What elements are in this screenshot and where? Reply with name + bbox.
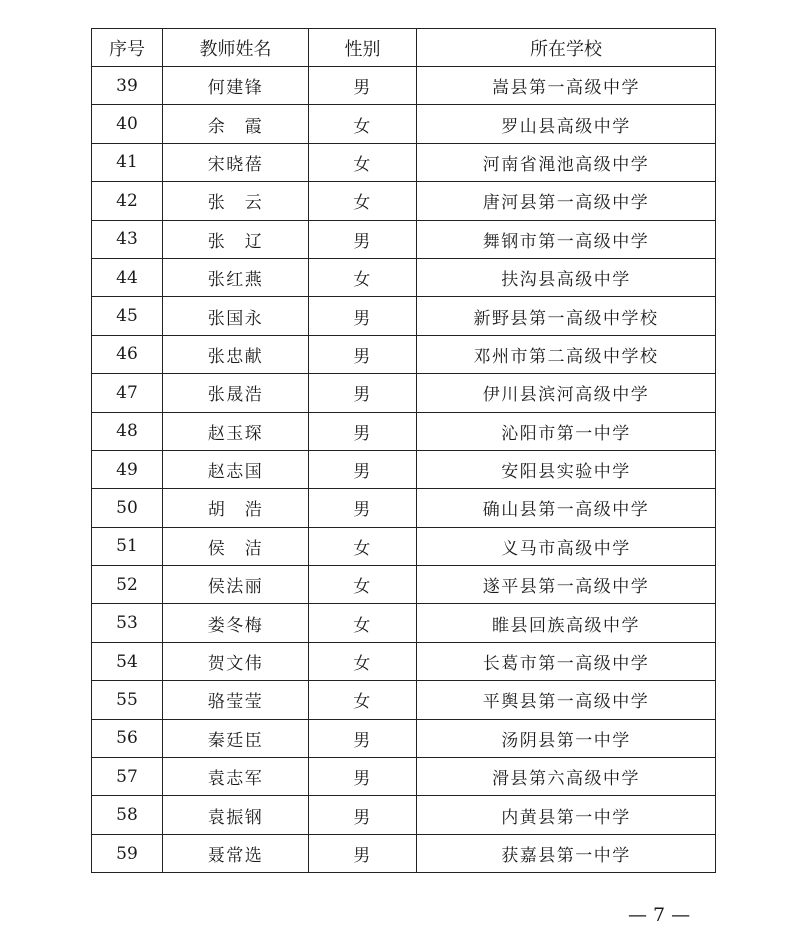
cell-school: 舞钢市第一高级中学 — [417, 220, 716, 258]
cell-serial-number: 44 — [92, 258, 163, 296]
cell-school: 新野县第一高级中学校 — [417, 297, 716, 335]
cell-serial-number: 50 — [92, 489, 163, 527]
cell-teacher-name: 赵志国 — [163, 450, 309, 488]
cell-gender: 女 — [309, 566, 417, 604]
cell-gender: 男 — [309, 719, 417, 757]
cell-school: 获嘉县第一中学 — [417, 834, 716, 872]
table-row — [92, 335, 716, 373]
table-row — [92, 489, 716, 527]
cell-school: 河南省渑池高级中学 — [417, 143, 716, 181]
cell-gender: 男 — [309, 450, 417, 488]
cell-serial-number: 42 — [92, 182, 163, 220]
cell-teacher-name: 胡 浩 — [163, 489, 309, 527]
cell-gender: 男 — [309, 220, 417, 258]
cell-teacher-name: 张晟浩 — [163, 374, 309, 412]
cell-gender: 男 — [309, 796, 417, 834]
table-row — [92, 758, 716, 796]
cell-gender: 男 — [309, 489, 417, 527]
cell-teacher-name: 张 辽 — [163, 220, 309, 258]
table-row — [92, 527, 716, 565]
cell-serial-number: 53 — [92, 604, 163, 642]
cell-teacher-name: 宋晓蓓 — [163, 143, 309, 181]
cell-gender: 女 — [309, 105, 417, 143]
table-row — [92, 566, 716, 604]
cell-school: 确山县第一高级中学 — [417, 489, 716, 527]
cell-serial-number: 46 — [92, 335, 163, 373]
cell-teacher-name: 赵玉琛 — [163, 412, 309, 450]
cell-school: 遂平县第一高级中学 — [417, 566, 716, 604]
cell-teacher-name: 侯 洁 — [163, 527, 309, 565]
header-serial-number: 序号 — [92, 29, 163, 67]
cell-serial-number: 59 — [92, 834, 163, 872]
table-row — [92, 412, 716, 450]
cell-serial-number: 56 — [92, 719, 163, 757]
cell-gender: 男 — [309, 374, 417, 412]
cell-school: 长葛市第一高级中学 — [417, 642, 716, 680]
cell-school: 罗山县高级中学 — [417, 105, 716, 143]
cell-gender: 女 — [309, 681, 417, 719]
cell-teacher-name: 聂常选 — [163, 834, 309, 872]
table-row — [92, 105, 716, 143]
cell-school: 沁阳市第一中学 — [417, 412, 716, 450]
cell-teacher-name: 张 云 — [163, 182, 309, 220]
cell-teacher-name: 余 霞 — [163, 105, 309, 143]
cell-serial-number: 54 — [92, 642, 163, 680]
table-row — [92, 374, 716, 412]
cell-serial-number: 49 — [92, 450, 163, 488]
table-row — [92, 143, 716, 181]
cell-serial-number: 39 — [92, 67, 163, 105]
cell-gender: 女 — [309, 182, 417, 220]
cell-school: 平舆县第一高级中学 — [417, 681, 716, 719]
cell-gender: 男 — [309, 335, 417, 373]
cell-school: 邓州市第二高级中学校 — [417, 335, 716, 373]
cell-school: 睢县回族高级中学 — [417, 604, 716, 642]
cell-gender: 女 — [309, 604, 417, 642]
table-row — [92, 719, 716, 757]
table-row — [92, 681, 716, 719]
cell-serial-number: 55 — [92, 681, 163, 719]
cell-school: 内黄县第一中学 — [417, 796, 716, 834]
cell-school: 义马市高级中学 — [417, 527, 716, 565]
cell-serial-number: 41 — [92, 143, 163, 181]
page-number: — 7 — — [628, 904, 691, 926]
table-row — [92, 450, 716, 488]
cell-school: 滑县第六高级中学 — [417, 758, 716, 796]
cell-gender: 女 — [309, 143, 417, 181]
cell-serial-number: 52 — [92, 566, 163, 604]
cell-school: 汤阴县第一中学 — [417, 719, 716, 757]
table-row — [92, 67, 716, 105]
cell-gender: 女 — [309, 527, 417, 565]
cell-teacher-name: 贺文伟 — [163, 642, 309, 680]
table-row — [92, 220, 716, 258]
cell-teacher-name: 张国永 — [163, 297, 309, 335]
cell-gender: 女 — [309, 642, 417, 680]
cell-gender: 男 — [309, 412, 417, 450]
cell-serial-number: 48 — [92, 412, 163, 450]
cell-teacher-name: 张忠献 — [163, 335, 309, 373]
cell-gender: 男 — [309, 297, 417, 335]
cell-gender: 女 — [309, 258, 417, 296]
cell-school: 唐河县第一高级中学 — [417, 182, 716, 220]
cell-school: 安阳县实验中学 — [417, 450, 716, 488]
cell-school: 嵩县第一高级中学 — [417, 67, 716, 105]
cell-teacher-name: 张红燕 — [163, 258, 309, 296]
table-row — [92, 297, 716, 335]
table-row — [92, 834, 716, 872]
header-school: 所在学校 — [417, 29, 716, 67]
cell-teacher-name: 骆莹莹 — [163, 681, 309, 719]
table-row — [92, 604, 716, 642]
cell-serial-number: 40 — [92, 105, 163, 143]
cell-serial-number: 47 — [92, 374, 163, 412]
cell-teacher-name: 秦廷臣 — [163, 719, 309, 757]
table-row — [92, 182, 716, 220]
cell-teacher-name: 何建锋 — [163, 67, 309, 105]
cell-gender: 男 — [309, 67, 417, 105]
cell-teacher-name: 袁振钢 — [163, 796, 309, 834]
table-row — [92, 796, 716, 834]
cell-school: 扶沟县高级中学 — [417, 258, 716, 296]
table-row — [92, 258, 716, 296]
cell-teacher-name: 娄冬梅 — [163, 604, 309, 642]
cell-serial-number: 51 — [92, 527, 163, 565]
table-header-row — [92, 29, 716, 67]
cell-serial-number: 45 — [92, 297, 163, 335]
table-body — [92, 67, 716, 873]
cell-serial-number: 57 — [92, 758, 163, 796]
table-row — [92, 642, 716, 680]
teacher-roster-table — [91, 28, 716, 873]
cell-serial-number: 43 — [92, 220, 163, 258]
cell-gender: 男 — [309, 758, 417, 796]
header-teacher-name: 教师姓名 — [163, 29, 309, 67]
cell-serial-number: 58 — [92, 796, 163, 834]
cell-gender: 男 — [309, 834, 417, 872]
header-gender: 性别 — [309, 29, 417, 67]
cell-teacher-name: 袁志军 — [163, 758, 309, 796]
cell-school: 伊川县滨河高级中学 — [417, 374, 716, 412]
cell-teacher-name: 侯法丽 — [163, 566, 309, 604]
